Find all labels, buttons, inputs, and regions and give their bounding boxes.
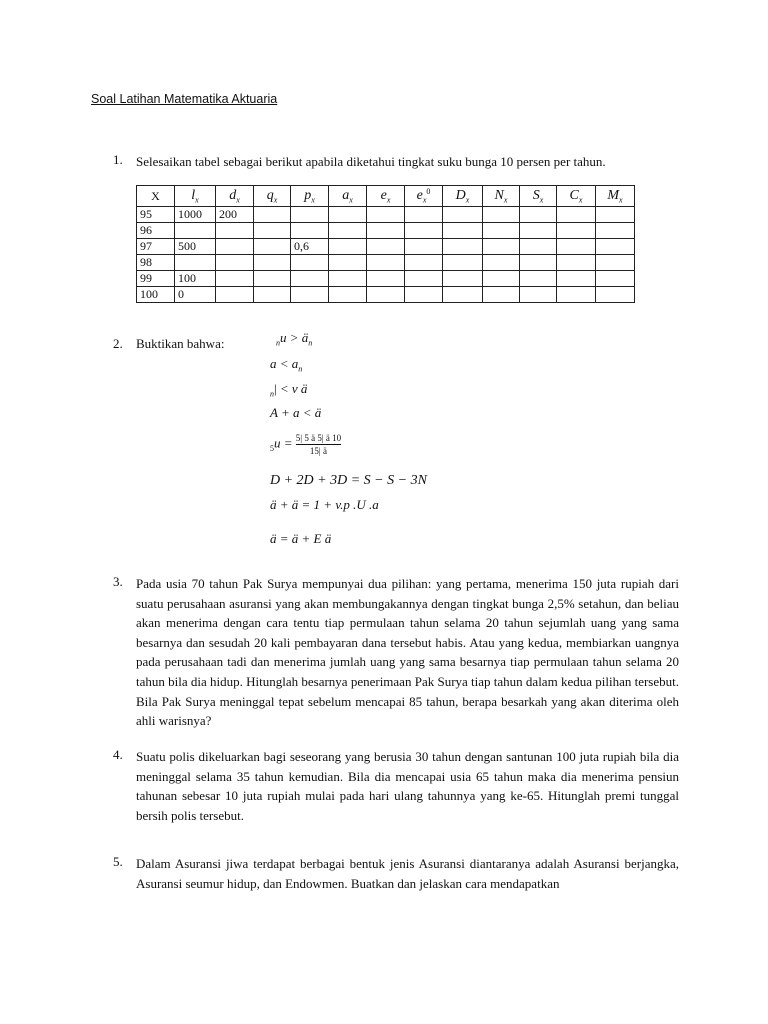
table-cell	[443, 223, 483, 239]
formula-6	[270, 473, 427, 489]
table-cell	[596, 207, 635, 223]
table-cell	[291, 223, 329, 239]
table-cell	[483, 239, 520, 255]
question-2-number: 2.	[113, 336, 123, 351]
table-cell	[405, 223, 443, 239]
formula-5-text: u =	[274, 435, 293, 451]
table-cell	[367, 287, 405, 303]
table-cell	[405, 271, 443, 287]
table-cell	[216, 255, 254, 271]
column-header-5: $a_x$	[329, 186, 367, 207]
formula-6-text: D + 2D + 3D = S − S − 3N	[270, 473, 427, 488]
table-cell: 1000	[175, 207, 216, 223]
table-cell	[443, 255, 483, 271]
table-cell	[520, 223, 557, 239]
column-header-4: $p_x$	[291, 186, 329, 207]
table-cell	[520, 239, 557, 255]
formula-7	[270, 497, 379, 513]
table-cell: 100	[175, 271, 216, 287]
question-4-number: 4.	[113, 747, 123, 762]
question-1-text: Selesaikan tabel sebagai berikut apabila diketahui tingkat suku bunga 10 persen per tahun.	[136, 154, 606, 169]
table-cell	[329, 207, 367, 223]
formula-5: $_5$u = $\frac{5| 5 ä 5| ä 10}{15| ä}$	[270, 433, 342, 456]
table-cell	[443, 239, 483, 255]
table-cell	[216, 223, 254, 239]
table-cell	[596, 223, 635, 239]
table-cell	[254, 271, 291, 287]
table-cell	[483, 255, 520, 271]
table-cell	[291, 255, 329, 271]
table-row	[137, 271, 635, 287]
table-cell	[596, 271, 635, 287]
column-header-11: $C_x$	[557, 186, 596, 207]
table-cell	[405, 255, 443, 271]
table-cell	[216, 239, 254, 255]
question-2-text: Buktikan bahwa:	[136, 336, 225, 351]
question-1-number: 1.	[113, 152, 123, 167]
table-row	[137, 223, 635, 239]
table-cell	[520, 255, 557, 271]
table-cell: 100	[137, 287, 175, 303]
table-cell	[254, 255, 291, 271]
table-cell	[443, 271, 483, 287]
table-cell	[254, 223, 291, 239]
table-cell	[483, 287, 520, 303]
formula-1: $_nu > ä_n$	[276, 330, 313, 348]
table-row	[137, 239, 635, 255]
table-cell: 95	[137, 207, 175, 223]
formula-3: $_n$| < v ä	[270, 381, 308, 399]
question-3-text: Pada usia 70 tahun Pak Surya mempunyai dua pilihan: yang pertama, menerima 150 juta rupiah dari suatu perusahaan asuransi yang akan membungakannya dengan tingkat bunga 2,5% setahun, dan beliau akan menerima dengan cara tentu tiap permulaan tahun selama 20 tahun sejumlah uang yang sama besarnya dan sesudah 20 kali pembayaran dana tersebut habis. Atau yang kedua, membiarkan uangnya pada perusahaan tadi dan menerima jumlah uang yang sama besarnya tiap permulaan tahun selama 20 tahun bila dia hidup. Hitunglah besarnya penerimaan Pak Surya tiap tahun dalam kedua pilihan tersebut. Bila Pak Surya meninggal tepat sebelum mencapai 85 tahun, berapa besarkah yang akan diterima oleh ahli warisnya?	[136, 576, 679, 729]
formula-2: $a < a_n$	[270, 356, 303, 374]
table-cell	[216, 271, 254, 287]
table-cell	[557, 287, 596, 303]
table-cell	[405, 207, 443, 223]
table-cell	[367, 271, 405, 287]
table-cell	[520, 287, 557, 303]
column-header-0: X	[137, 186, 175, 207]
table-cell	[367, 239, 405, 255]
table-cell	[329, 239, 367, 255]
column-header-6: $e_x$	[367, 186, 405, 207]
question-5-number: 5.	[113, 854, 123, 869]
question-3-number: 3.	[113, 574, 123, 589]
formula-8-text: ä = ä + E ä	[270, 531, 332, 546]
table-cell	[557, 207, 596, 223]
column-header-7: $e_x^0$	[405, 186, 443, 207]
table-cell	[483, 271, 520, 287]
table-cell	[520, 271, 557, 287]
table-cell: 97	[137, 239, 175, 255]
table-cell: 0	[175, 287, 216, 303]
table-cell: 0,6	[291, 239, 329, 255]
formula-1-text: u > ä	[280, 330, 309, 345]
column-header-10: $S_x$	[520, 186, 557, 207]
table-cell	[557, 239, 596, 255]
formula-2-text: a < a	[270, 356, 299, 371]
column-header-12: $M_x$	[596, 186, 635, 207]
table-cell	[557, 255, 596, 271]
table-cell	[254, 287, 291, 303]
formula-4	[270, 405, 321, 421]
formula-8	[270, 531, 331, 547]
table-cell	[291, 207, 329, 223]
column-header-8: $D_x$	[443, 186, 483, 207]
table-cell	[557, 223, 596, 239]
table-cell	[483, 207, 520, 223]
table-cell	[175, 223, 216, 239]
table-cell	[443, 287, 483, 303]
table-cell	[367, 207, 405, 223]
column-header-9: $N_x$	[483, 186, 520, 207]
column-header-1: $l_x$	[175, 186, 216, 207]
table-row	[137, 287, 635, 303]
table-header-row	[137, 186, 635, 207]
formula-4-text: A + a < ä	[270, 405, 322, 420]
question-5-text: Dalam Asuransi jiwa terdapat berbagai bentuk jenis Asuransi diantaranya adalah Asuransi berjangka, Asuransi seumur hidup, dan Endowmen. Buatkan dan jelaskan cara mendapatkan	[136, 856, 679, 891]
table-cell	[443, 207, 483, 223]
table-cell	[596, 255, 635, 271]
table-cell	[216, 287, 254, 303]
table-row	[137, 207, 635, 223]
table-cell	[291, 271, 329, 287]
table-cell: 96	[137, 223, 175, 239]
table-cell	[483, 223, 520, 239]
table-cell	[596, 287, 635, 303]
table-cell	[405, 287, 443, 303]
column-header-2: $d_x$	[216, 186, 254, 207]
table-cell: 99	[137, 271, 175, 287]
question-4-text: Suatu polis dikeluarkan bagi seseorang yang berusia 30 tahun dengan santunan 100 juta rupiah bila dia meninggal selama 35 tahun kemudian. Bila dia mencapai usia 65 tahun maka dia menerima pensiun tahunan sebesar 10 juta rupiah mulai pada hari ulang tahunnya yang ke-65. Hitunglah premi tunggal bersih polis tersebut.	[136, 749, 679, 823]
column-header-3: $q_x$	[254, 186, 291, 207]
table-cell	[520, 207, 557, 223]
table-cell	[175, 255, 216, 271]
table-cell	[557, 271, 596, 287]
formula-3-text: < v ä	[279, 381, 308, 396]
table-cell	[254, 239, 291, 255]
table-cell	[329, 223, 367, 239]
table-cell	[367, 255, 405, 271]
table-cell	[367, 223, 405, 239]
table-cell	[596, 239, 635, 255]
table-row	[137, 255, 635, 271]
table-cell	[329, 271, 367, 287]
table-cell	[329, 287, 367, 303]
table-cell	[254, 207, 291, 223]
table-cell	[329, 255, 367, 271]
table-cell	[291, 287, 329, 303]
table-cell: 98	[137, 255, 175, 271]
table-cell: 500	[175, 239, 216, 255]
table-cell	[405, 239, 443, 255]
table-cell: 200	[216, 207, 254, 223]
life-table	[136, 185, 635, 303]
page-title: Soal Latihan Matematika Aktuaria	[91, 92, 278, 106]
formula-7-text: ä + ä = 1 + v.p .U .a	[270, 497, 379, 512]
